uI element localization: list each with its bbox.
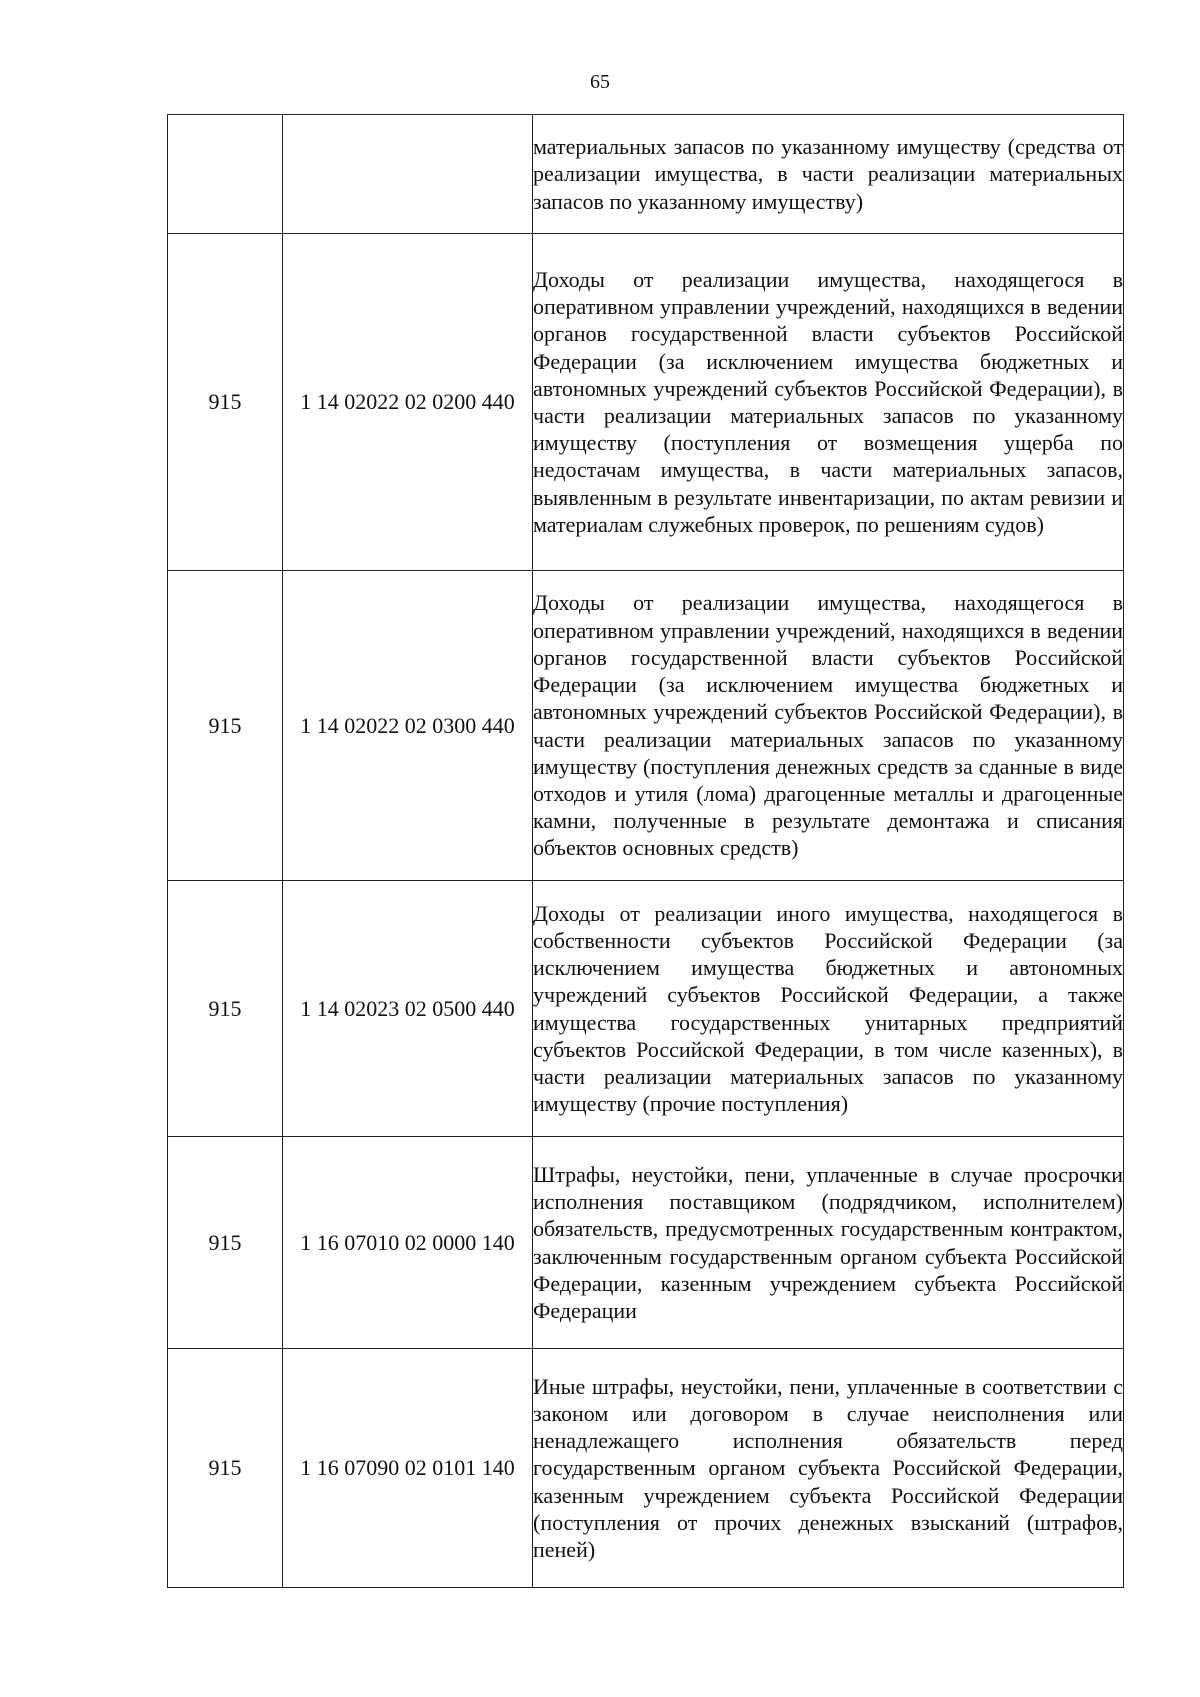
budget-code-cell [283,115,533,234]
description-cell: Штрафы, неустойки, пени, уплаченные в случае просрочки исполнения поставщиком (подрядчиком, исполнителем) обязательств, предусмотренных государственным контрактом, заключенным государственным органом субъекта Российской Федерации, казенным учреждением субъекта Российской Федерации [533,1137,1124,1349]
budget-code-cell: 1 16 07090 02 0101 140 [283,1349,533,1588]
table-row [168,1137,1124,1349]
revenue-codes-table [167,114,1124,1588]
admin-code-cell: 915 [168,1137,283,1349]
table-row [168,234,1124,571]
table-row [168,1349,1124,1588]
admin-code-cell: 915 [168,571,283,881]
admin-code-cell: 915 [168,881,283,1137]
budget-code-cell: 1 14 02022 02 0200 440 [283,234,533,571]
admin-code-cell [168,115,283,234]
table-row [168,881,1124,1137]
description-cell: Доходы от реализации имущества, находящегося в оперативном управлении учреждений, находящихся в ведении органов государственной власти субъектов Российской Федерации (за исключением имущества бюджетных и автономных учреждений субъектов Российской Федерации), в части реализации материальных запасов по указанному имуществу (поступления денежных средств за сданные в виде отходов и утиля (лома) драгоценные металлы и драгоценные камни, полученные в результате демонтажа и списания объектов основных средств) [533,571,1124,881]
description-cell: Иные штрафы, неустойки, пени, уплаченные в соответствии с законом или договором в случае неисполнения или ненадлежащего исполнения обязательств перед государственным органом субъекта Российской Федерации, казенным учреждением субъекта Российской Федерации (поступления от прочих денежных взысканий (штрафов, пеней) [533,1349,1124,1588]
description-cell: Доходы от реализации имущества, находящегося в оперативном управлении учреждений, находящихся в ведении органов государственной власти субъектов Российской Федерации (за исключением имущества бюджетных и автономных учреждений субъектов Российской Федерации), в части реализации материальных запасов по указанному имуществу (поступления от возмещения ущерба по недостачам имущества, в части материальных запасов, выявленным в результате инвентаризации, по актам ревизии и материалам служебных проверок, по решениям судов) [533,234,1124,571]
budget-code-cell: 1 14 02022 02 0300 440 [283,571,533,881]
admin-code-cell: 915 [168,1349,283,1588]
page-number: 65 [590,71,610,93]
budget-code-cell: 1 16 07010 02 0000 140 [283,1137,533,1349]
description-cell: Доходы от реализации иного имущества, находящегося в собственности субъектов Российской Федерации (за исключением имущества бюджетных и автономных учреждений субъектов Российской Федерации, а также имущества государственных унитарных предприятий субъектов Российской Федерации, в том числе казенных), в части реализации материальных запасов по указанному имуществу (прочие поступления) [533,881,1124,1137]
description-cell: материальных запасов по указанному имуществу (средства от реализации имущества, в части реализации материальных запасов по указанному имуществу) [533,115,1124,234]
table-row [168,115,1124,234]
table-row [168,571,1124,881]
budget-code-cell: 1 14 02023 02 0500 440 [283,881,533,1137]
admin-code-cell: 915 [168,234,283,571]
